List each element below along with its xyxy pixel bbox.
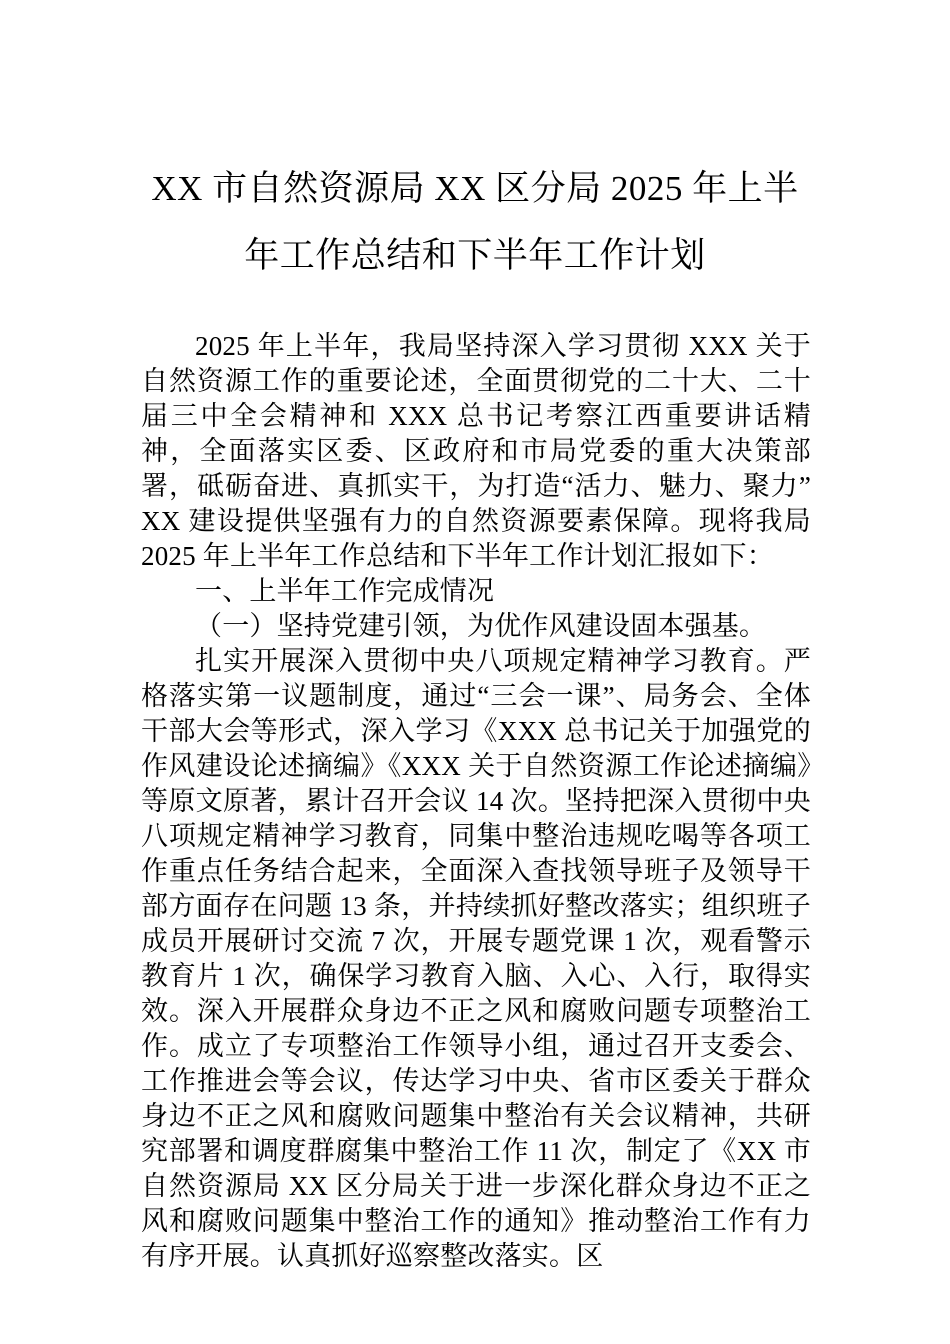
document-body (141, 329, 811, 1274)
title-line-1: XX 市自然资源局 XX 区分局 2025 年上半 (151, 169, 799, 208)
title-line-2: 年工作总结和下半年工作计划 (244, 236, 706, 275)
heading-section-one: 一、上半年工作完成情况 (195, 576, 495, 606)
paragraph-party-building: 扎实开展深入贯彻中央八项规定精神学习教育。严格落实第一议题制度，通过“三会一课”、局务会、全体干部大会等形式，深入学习《XXX 总书记关于加强党的作风建设论述摘编》《XXX 关于自然资源工作论述摘编》等原文原著，累计召开会议 14 次。坚持把深入贯彻中央八项规定精神学习教育，同集中整治违规吃喝等各项工作重点任务结合起来，全面深入查找领导班子及领导干部方面存在问题 13 条，并持续抓好整改落实；组织班子成员开展研讨交流 7 次，开展专题党课 1 次，观看警示教育片 1 次，确保学习教育入脑、入心、入行，取得实效。深入开展群众身边不正之风和腐败问题专项整治工作。成立了专项整治工作领导小组，通过召开支委会、工作推进会等会议，传达学习中央、省市区委关于群众身边不正之风和腐败问题集中整治有关会议精神，共研究部署和调度群腐集中整治工作 11 次，制定了《XX 市自然资源局 XX 区分局关于进一步深化群众身边不正之风和腐败问题集中整治工作的通知》推动整治工作有力有序开展。认真抓好巡察整改落实。区 (141, 646, 811, 1271)
heading-subsection-one: （一）坚持党建引领，为优作风建设固本强基。 (195, 611, 767, 641)
paragraph-intro: 2025 年上半年，我局坚持深入学习贯彻 XXX 关于自然资源工作的重要论述，全面贯彻党的二十大、二十届三中全会精神和 XXX 总书记考察江西重要讲话精神，全面落实区委、区政府和市局党委的重大决策部署，砥砺奋进、真抓实干，为打造“活力、魅力、聚力”XX 建设提供坚强有力的自然资源要素保障。现将我局 2025 年上半年工作总结和下半年工作计划汇报如下： (141, 331, 811, 571)
document-title (138, 155, 812, 289)
